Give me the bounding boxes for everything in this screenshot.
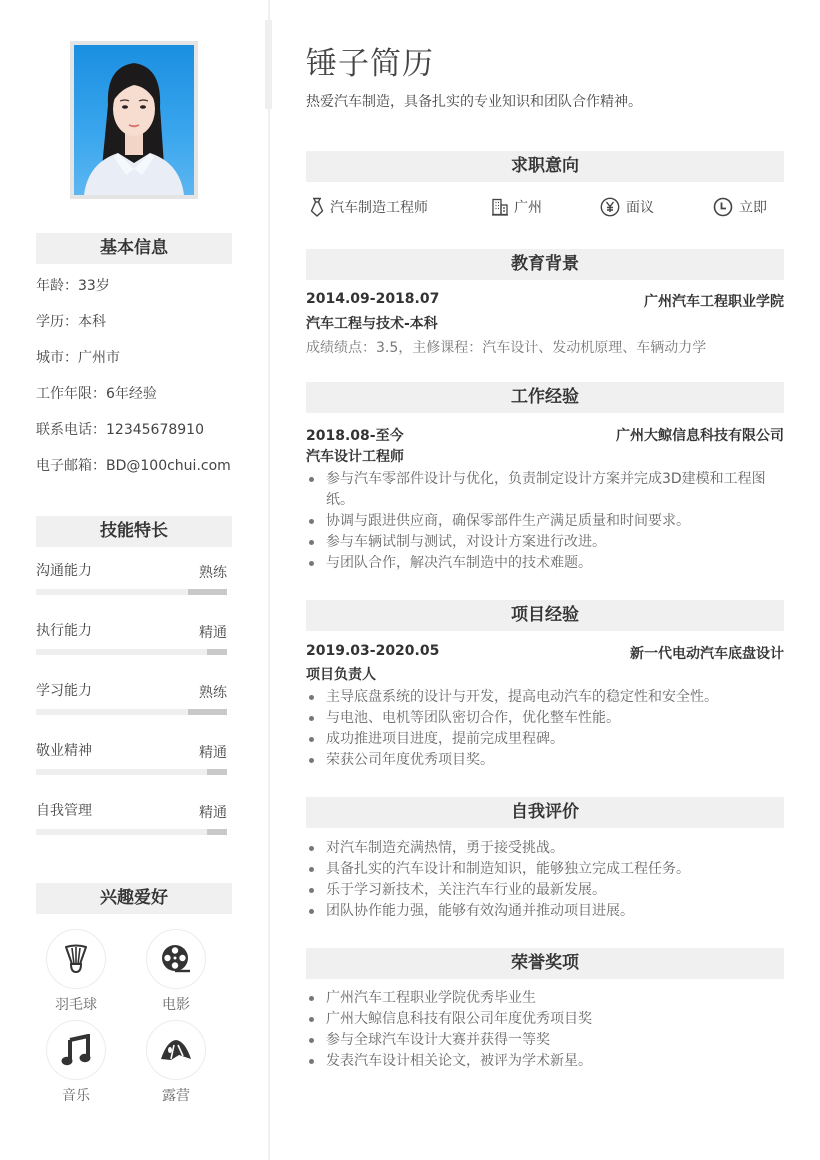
skill-item xyxy=(36,560,227,596)
honor-bullet: 参与全球汽车设计大赛并获得一等奖 xyxy=(306,1030,784,1051)
skill-name: 敬业精神 xyxy=(36,743,92,759)
intent-availability-text: 立即 xyxy=(739,200,767,216)
tent-icon xyxy=(159,1037,193,1063)
hobby-camping xyxy=(146,1020,206,1105)
skill-level: 精通 xyxy=(199,625,227,641)
honor-bullet: 广州汽车工程职业学院优秀毕业生 xyxy=(306,988,784,1009)
divider-tab xyxy=(265,20,272,109)
work-bullet: 参与车辆试制与测试，对设计方案进行改进。 xyxy=(306,532,784,553)
profile-photo xyxy=(74,45,194,195)
clock-icon xyxy=(713,197,733,217)
badminton-icon xyxy=(63,944,89,974)
education-major: 汽车工程与技术-本科 xyxy=(306,316,438,332)
hobby-icon-circle xyxy=(46,929,106,989)
skill-item xyxy=(36,680,227,716)
work-bullet: 与团队合作，解决汽车制造中的技术难题。 xyxy=(306,553,784,574)
yen-circle-icon xyxy=(600,197,620,217)
skill-level: 熟练 xyxy=(199,565,227,581)
project-header xyxy=(306,643,784,662)
project-period: 2019.03-2020.05 xyxy=(306,643,440,659)
hobby-movie xyxy=(146,929,206,1014)
hobby-icon-circle xyxy=(146,1020,206,1080)
work-title: 工作经验 xyxy=(306,382,784,413)
info-age: 年龄：33岁 xyxy=(36,278,110,294)
tie-icon xyxy=(310,197,324,217)
skill-bar xyxy=(36,769,227,775)
project-title: 项目经验 xyxy=(306,600,784,631)
resume-name: 锤子简历 xyxy=(306,46,434,82)
education-school: 广州汽车工程职业学院 xyxy=(644,294,784,310)
work-period: 2018.08-至今 xyxy=(306,428,404,444)
sidebar xyxy=(0,0,268,1160)
self-eval-bullet: 乐于学习新技术，关注汽车行业的最新发展。 xyxy=(306,880,784,901)
film-reel-icon xyxy=(161,944,191,974)
project-name: 新一代电动汽车底盘设计 xyxy=(630,646,784,662)
work-header xyxy=(306,425,784,445)
project-bullet: 荣获公司年度优秀项目奖。 xyxy=(306,750,784,771)
honor-bullet: 广州大鲸信息科技有限公司年度优秀项目奖 xyxy=(306,1009,784,1030)
skill-bar-fill xyxy=(188,589,227,595)
hobby-icon-circle xyxy=(146,929,206,989)
info-city: 城市：广州市 xyxy=(36,350,120,366)
hobby-label: 羽毛球 xyxy=(55,997,97,1013)
skill-item xyxy=(36,800,227,836)
skills-title: 技能特长 xyxy=(36,516,232,547)
info-years: 工作年限：6年经验 xyxy=(36,386,157,402)
self-eval-title: 自我评价 xyxy=(306,797,784,828)
skill-bar-fill xyxy=(207,829,227,835)
intent-position-text: 汽车制造工程师 xyxy=(330,200,428,216)
hobbies-title: 兴趣爱好 xyxy=(36,883,232,914)
education-title: 教育背景 xyxy=(306,249,784,280)
education-header xyxy=(306,291,784,310)
skill-bar-fill xyxy=(188,709,227,715)
music-note-icon xyxy=(61,1034,91,1066)
self-eval-bullet: 具备扎实的汽车设计和制造知识，能够独立完成工程任务。 xyxy=(306,859,784,880)
hobby-badminton xyxy=(46,929,106,1014)
intent-city-text: 广州 xyxy=(514,200,542,216)
hobby-label: 电影 xyxy=(162,997,190,1013)
info-education: 学历：本科 xyxy=(36,314,106,330)
intent-salary-text: 面议 xyxy=(626,200,654,216)
info-phone: 联系电话：12345678910 xyxy=(36,422,204,438)
skill-level: 精通 xyxy=(199,805,227,821)
intent-position xyxy=(310,197,428,217)
self-eval-bullets xyxy=(306,838,784,922)
education-period: 2014.09-2018.07 xyxy=(306,291,440,307)
portrait-illustration xyxy=(74,45,194,195)
self-eval-bullet: 团队协作能力强，能够有效沟通并推动项目进展。 xyxy=(306,901,784,922)
skill-bar xyxy=(36,649,227,655)
project-bullet: 成功推进项目进度，提前完成里程碑。 xyxy=(306,729,784,750)
work-company: 广州大鲸信息科技有限公司 xyxy=(616,428,784,444)
skill-level: 熟练 xyxy=(199,685,227,701)
skill-bar xyxy=(36,709,227,715)
self-eval-bullet: 对汽车制造充满热情，勇于接受挑战。 xyxy=(306,838,784,859)
skill-bar xyxy=(36,589,227,595)
honors-title: 荣誉奖项 xyxy=(306,948,784,979)
project-role: 项目负责人 xyxy=(306,667,376,683)
project-bullet: 主导底盘系统的设计与开发，提高电动汽车的稳定性和安全性。 xyxy=(306,687,784,708)
skill-name: 学习能力 xyxy=(36,683,92,699)
skill-item xyxy=(36,620,227,656)
info-email: 电子邮箱：BD@100chui.com xyxy=(36,458,231,474)
skill-bar-fill xyxy=(207,769,227,775)
intent-city xyxy=(492,197,542,217)
intent-salary xyxy=(600,197,654,217)
project-bullet: 与电池、电机等团队密切合作，优化整车性能。 xyxy=(306,708,784,729)
hobby-label: 露营 xyxy=(162,1088,190,1104)
skill-name: 自我管理 xyxy=(36,803,92,819)
work-bullets xyxy=(306,469,784,574)
hobby-label: 音乐 xyxy=(62,1088,90,1104)
skill-level: 精通 xyxy=(199,745,227,761)
skill-item xyxy=(36,740,227,776)
skill-bar xyxy=(36,829,227,835)
hobby-icon-circle xyxy=(46,1020,106,1080)
honors-bullets xyxy=(306,988,784,1072)
column-divider xyxy=(268,0,270,1160)
basic-info-title: 基本信息 xyxy=(36,233,232,264)
work-bullet: 协调与跟进供应商，确保零部件生产满足质量和时间要求。 xyxy=(306,511,784,532)
work-role: 汽车设计工程师 xyxy=(306,449,404,465)
education-detail: 成绩绩点：3.5，主修课程：汽车设计、发动机原理、车辆动力学 xyxy=(306,340,707,356)
honor-bullet: 发表汽车设计相关论文，被评为学术新星。 xyxy=(306,1051,784,1072)
intent-availability xyxy=(713,197,767,217)
building-icon xyxy=(492,198,508,216)
skill-bar-fill xyxy=(207,649,227,655)
work-bullet: 参与汽车零部件设计与优化，负责制定设计方案并完成3D建模和工程图纸。 xyxy=(306,469,784,511)
project-bullets xyxy=(306,687,784,771)
tagline: 热爱汽车制造，具备扎实的专业知识和团队合作精神。 xyxy=(306,94,642,110)
hobby-music xyxy=(46,1020,106,1105)
skill-name: 执行能力 xyxy=(36,623,92,639)
profile-photo-frame xyxy=(70,41,198,199)
job-intent-title: 求职意向 xyxy=(306,151,784,182)
skill-name: 沟通能力 xyxy=(36,563,92,579)
